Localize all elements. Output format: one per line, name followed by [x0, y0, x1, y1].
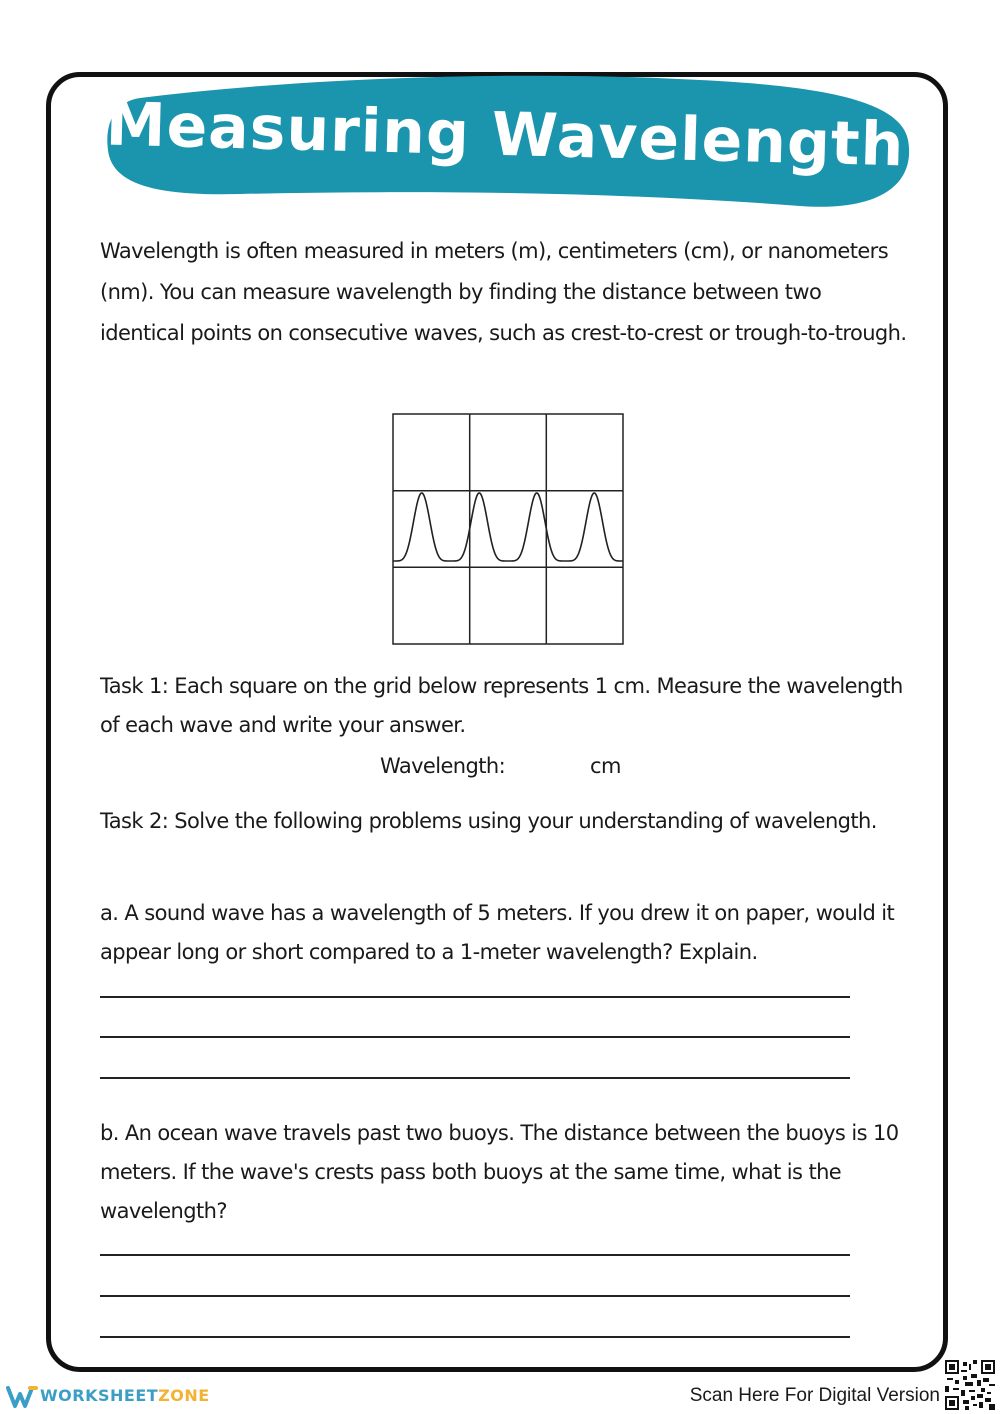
answer-line[interactable]	[100, 1295, 850, 1297]
question-a: a. A sound wave has a wavelength of 5 meters. If you drew it on paper, would it appear long or short compared to a 1-meter wavelength? Explain.	[100, 901, 895, 964]
wave-curve	[393, 493, 623, 561]
qr-code-icon[interactable]	[945, 1360, 995, 1410]
title-banner	[0, 0, 1000, 220]
worksheetzone-logo-icon	[6, 1384, 40, 1410]
scan-caption: Scan Here For Digital Version	[689, 1385, 940, 1406]
logo-word-worksheet: WORKSHEET	[40, 1386, 159, 1405]
answer-line[interactable]	[100, 1336, 850, 1338]
wavelength-answer-row	[380, 747, 621, 786]
answer-line[interactable]	[100, 1077, 850, 1079]
answer-line[interactable]	[100, 996, 850, 998]
answer-line[interactable]	[100, 1254, 850, 1256]
worksheetzone-logo[interactable]	[40, 1386, 210, 1405]
grid-border	[393, 414, 623, 644]
task2-text: Task 2: Solve the following problems using your understanding of wavelength.	[100, 809, 877, 833]
intro-paragraph: Wavelength is often measured in meters (m), centimeters (cm), or nanometers (nm). You can measure wavelength by finding the distance between two identical points on consecutive waves, such as crest-to-crest or trough-to-trough.	[100, 239, 907, 345]
page-title: Measuring Wavelength	[105, 89, 906, 181]
logo-word-zone: ZONE	[158, 1386, 210, 1405]
answer-line[interactable]	[100, 1036, 850, 1038]
wavelength-unit: cm	[590, 754, 621, 778]
wave-grid	[392, 413, 626, 645]
question-b: b. An ocean wave travels past two buoys. The distance between the buoys is 10 meters. If the wave's crests pass both buoys at the same time, what is the wavelength?	[100, 1121, 899, 1223]
task1-text: Task 1: Each square on the grid below represents 1 cm. Measure the wavelength of each wave and write your answer.	[100, 674, 903, 737]
wavelength-label: Wavelength:	[380, 754, 506, 778]
